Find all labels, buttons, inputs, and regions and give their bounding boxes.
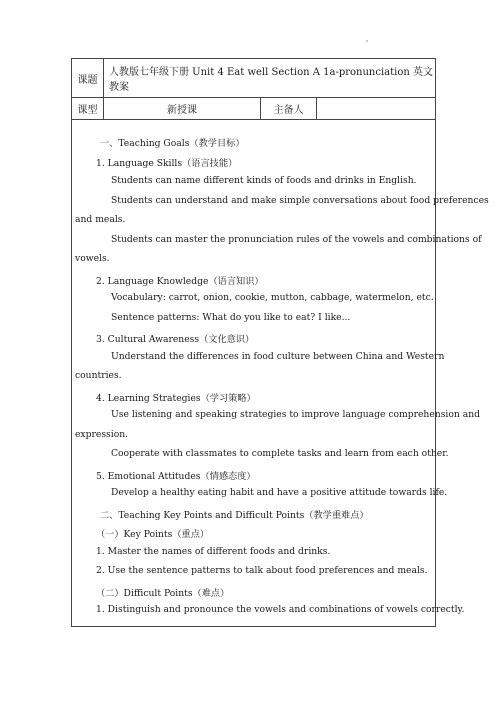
section-heading-key-difficult: 二、Teaching Key Points and Difficult Points（教学重难点）	[100, 510, 369, 521]
subheading-cultural-awareness: 3. Cultural Awareness（文化意识）	[96, 334, 255, 345]
scan-speck	[366, 40, 368, 42]
preparer-value	[317, 98, 435, 119]
paragraph-line: Students can understand and make simple conversations about food preferences	[111, 195, 489, 206]
paragraph-line: Sentence patterns: What do you like to eat? I like...	[111, 312, 351, 323]
paragraph-line: and meals.	[75, 214, 126, 225]
topic-row	[72, 59, 435, 98]
type-label: 课型	[72, 98, 104, 119]
preparer-label: 主备人	[261, 98, 317, 119]
subheading-difficult-points: （二）Difficult Points（难点）	[96, 588, 230, 599]
paragraph-line: Cooperate with classmates to complete tasks and learn from each other.	[111, 448, 449, 459]
subheading-learning-strategies: 4. Learning Strategies（学习策略）	[96, 393, 256, 404]
list-item: 2. Use the sentence patterns to talk about food preferences and meals.	[96, 565, 428, 576]
lesson-plan-table	[71, 58, 489, 627]
paragraph-line: Develop a healthy eating habit and have a positive attitude towards life.	[111, 487, 448, 498]
list-item: 1. Distinguish and pronounce the vowels and combinations of vowels correctly.	[96, 604, 465, 615]
list-item: 1. Master the names of different foods and drinks.	[96, 546, 331, 557]
subheading-key-points: （一）Key Points（重点）	[96, 529, 210, 540]
type-row	[72, 98, 435, 120]
topic-label: 课题	[72, 59, 104, 97]
subheading-language-skills: 1. Language Skills（语言技能）	[96, 158, 238, 169]
paragraph-line: Students can master the pronunciation rules of the vowels and combinations of	[111, 234, 482, 245]
topic-value: 人教版七年级下册 Unit 4 Eat well Section A 1a-pronunciation 英文教案	[109, 67, 433, 93]
paragraph-line: vowels.	[75, 253, 110, 264]
paragraph-line: Use listening and speaking strategies to improve language comprehension and	[111, 409, 481, 420]
subheading-emotional-attitudes: 5. Emotional Attitudes（情感态度）	[96, 471, 256, 482]
paragraph-line: expression.	[75, 429, 129, 440]
paragraph-line: Students can name different kinds of foods and drinks in English.	[111, 175, 417, 186]
paragraph-line: Vocabulary: carrot, onion, cookie, mutton, cabbage, watermelon, etc.	[111, 292, 434, 303]
type-value: 新授课	[104, 98, 261, 119]
lesson-content	[72, 120, 489, 626]
subheading-language-knowledge: 2. Language Knowledge（语言知识）	[96, 276, 264, 287]
paragraph-line: countries.	[75, 370, 122, 381]
paragraph-line: Understand the differences in food culture between China and Western	[111, 351, 445, 362]
section-heading-goals: 一、Teaching Goals（教学目标）	[100, 138, 245, 149]
